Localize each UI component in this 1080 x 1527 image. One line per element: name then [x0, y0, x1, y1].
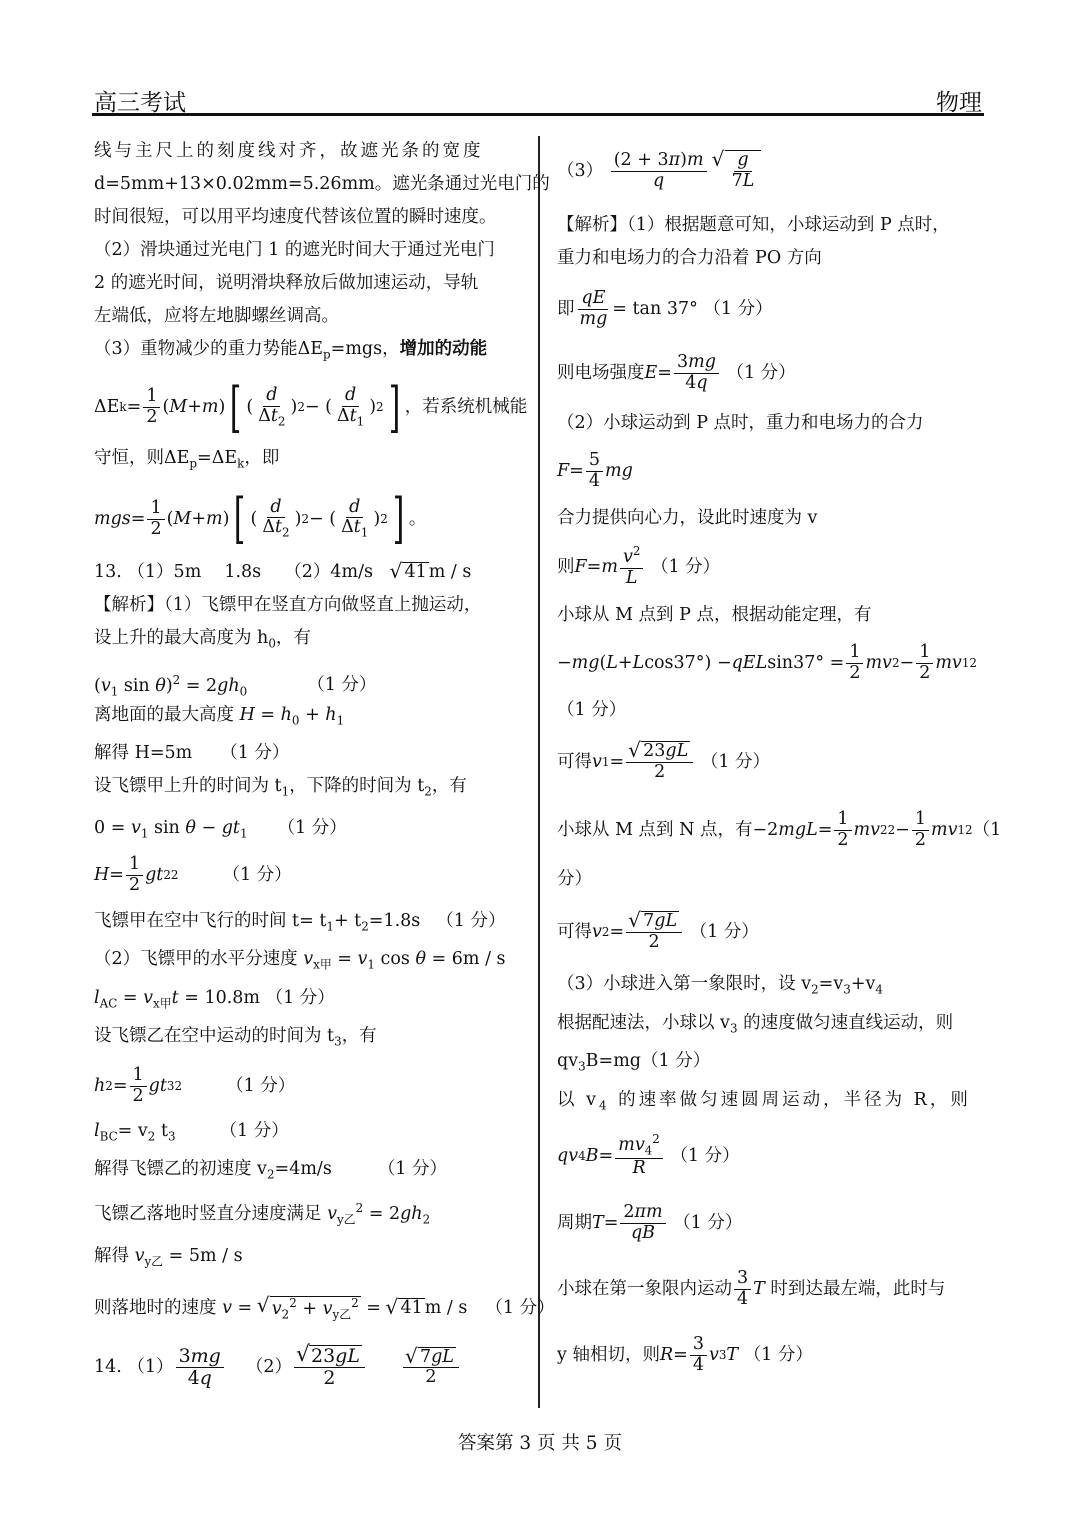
- text-line: 【解析】（1）根据题意可知，小球运动到 P 点时，: [557, 215, 950, 235]
- equation-line: F = $\frac{5}{4}$ mg: [557, 449, 633, 491]
- text-line: $l_{AC} = v_{x甲}t = 10.8m$ （1 分）: [94, 987, 335, 1010]
- question-14-answer: 14. （1） $\frac{3mg}{4q}$ （2） √ $\frac{23gL}{2}$ √ $\frac{7gL}{2}$: [94, 1338, 522, 1396]
- text-line: （2）滑块通过光电门 1 的遮光时间大于通过光电门: [94, 240, 495, 260]
- equation-line: H = $\frac{1}{2}$ gt 2 2 （1 分）: [94, 854, 292, 895]
- text-line: d=5mm+13×0.02mm=5.26mm。遮光条通过光电门的: [94, 174, 550, 194]
- left-column: [94, 135, 555, 1396]
- equation-line: 小球在第一象限内运动 $\frac{3}{4}$ T 时到达最左端，此时与: [557, 1267, 946, 1309]
- text-line: 设上升的最大高度为 $h_0$，有: [94, 628, 311, 651]
- question-13-answer: 13. （1）5m 1.8s （2）4m/s √ 41 m / s: [94, 556, 522, 589]
- text-line: 以 $v_4$ 的速率做匀速圆周运动，半径为 R，则: [557, 1089, 971, 1112]
- question-14-part3-answer: （3） $\frac{(2 + 3\pi)m}{q}$ √ $\frac{g}{7L}$: [557, 139, 987, 203]
- equation-line: 可得 v 1 = √ $\frac{23gL}{2}$ （1 分）: [557, 727, 987, 797]
- text-line: 分）: [557, 869, 592, 889]
- text-line: （3）重物减少的重力势能$\Delta E_p=mgs$，增加的动能: [94, 339, 488, 362]
- text-line: 小球从 M 点到 P 点，根据动能定理，有: [557, 605, 872, 625]
- text-line: 合力提供向心力，设此时速度为 v: [557, 508, 818, 528]
- text-line: 解得飞镖乙的初速度 $v_2=4m/s$ （1 分）: [94, 1159, 448, 1182]
- exam-title: 高三考试: [94, 90, 186, 116]
- text-line: 线与主尺上的刻度线对齐，故遮光条的宽度: [94, 141, 484, 161]
- text-line: 则落地时的速度 v = √ $v_2^2 + v_{y乙}^2$ = √ 41 m / s （1 分）: [94, 1288, 522, 1328]
- text-line: 设飞镖乙在空中运动的时间为 $t_3$，有: [94, 1026, 377, 1049]
- equation-line: 小球从 M 点到 N 点，有 −2 mgL = $\frac{1}{2}$ mv 2 2 − $\frac{1}{2}$ mv 1 2 （1: [557, 808, 1002, 850]
- score-line: （1 分）: [557, 700, 627, 720]
- page-footer: 答案第 3 页 共 5 页: [458, 1433, 622, 1454]
- equation-line: h 2 = $\frac{1}{2}$ gt 3 2 （1 分）: [94, 1065, 296, 1106]
- equation-line: 则 F = m $\frac{v^2}{L}$ （1 分）: [557, 544, 721, 588]
- text-line: 左端低，应将左地脚螺丝调高。: [94, 306, 339, 326]
- equation-line: $0 = v_1$ $\sin \theta - gt_1$ （1 分）: [94, 817, 347, 840]
- text-line: 解得 H=5m （1 分）: [94, 743, 290, 763]
- text-line: 重力和电场力的合力沿着 PO 方向: [557, 248, 822, 268]
- equation-line: 周期 T = $\frac{2\pi m}{qB}$ （1 分）: [557, 1201, 743, 1243]
- text-line: （3）小球进入第一象限时，设 $v_2=v_3+v_4$: [557, 974, 883, 997]
- equation-line: 则电场强度 E = $\frac{3mg}{4q}$ （1 分）: [557, 351, 796, 393]
- text-line: 离地面的最大高度 $H = h_0 + h_1$: [94, 704, 345, 727]
- text-line: 根据配速法，小球以 $v_3$ 的速度做匀速直线运动，则: [557, 1012, 954, 1035]
- column-divider: [538, 136, 540, 1408]
- kinetic-energy-equation: ΔE k = $\frac{1}{2}$ ( M + m ) [ ( $\frac{d}{\Delta t_2}$ ) 2 − ( $\frac{d}{\Delta t_1}$ ) 2 ] ，若系统机械能: [94, 375, 528, 439]
- text-line: 【解析】（1）飞镖甲在竖直方向做竖直上抛运动，: [94, 595, 482, 615]
- equation-line: − mg ( L + L cos37°) − qEL sin37° = $\frac{1}{2}$ mv 2 − $\frac{1}{2}$ mv 1 2: [557, 641, 977, 683]
- text-line: $qv_3B=mg(1$ 分）: [557, 1051, 711, 1074]
- text-line: 设飞镖甲上升的时间为 $t_1$，下降的时间为 $t_2$，有: [94, 776, 467, 799]
- header-rule: [92, 113, 984, 116]
- equation-line: qv 4 B = $\frac{mv_4^2}{R}$ （1 分）: [557, 1132, 740, 1179]
- page-header: [94, 78, 982, 114]
- text-line: 2 的遮光时间，说明滑块释放后做加速运动，导轨: [94, 273, 479, 293]
- text-line: 解得 $v_{y乙} = 5m / s$: [94, 1245, 243, 1269]
- equation-line: ($v_1$ $\sin \theta)^2 = 2gh_0$ （1 分）: [94, 672, 377, 698]
- subject-title: 物理: [936, 90, 982, 116]
- equation-line: y 轴相切，则 R = $\frac{3}{4}$ v 3 T （1 分）: [557, 1333, 813, 1375]
- energy-conservation-equation: mgs = $\frac{1}{2}$ ( M + m ) [ ( $\frac{d}{\Delta t_2}$ ) 2 − ( $\frac{d}{\Delta t_1}$ ) 2 ] 。: [94, 487, 427, 550]
- text-line: （2）飞镖甲的水平分速度 $v_{x甲} = v_1$ cos θ = 6m / s: [94, 949, 506, 972]
- text-line: 飞镖乙落地时竖直分速度满足 $v_{y乙}^2 = 2gh_2$: [94, 1200, 431, 1226]
- right-column: [557, 135, 1002, 1388]
- text-line: （2）小球运动到 P 点时，重力和电场力的合力: [557, 413, 924, 433]
- text-line: 时间很短，可以用平均速度代替该位置的瞬时速度。: [94, 207, 497, 227]
- text-line: 守恒，则$\Delta E_p=\Delta E_k$，即: [94, 447, 280, 470]
- text-line: $l_{BC}= v_2$ $t_3$ （1 分）: [94, 1120, 289, 1143]
- equation-line: 即 $\frac{qE}{mg}$ = tan 37° （1 分）: [557, 287, 773, 329]
- equation-line: 可得 v 2 = √ $\frac{7gL}{2}$ （1 分）: [557, 896, 987, 968]
- text-line: 飞镖甲在空中飞行的时间 $t= t_1+ t_2=1.8s$ （1 分）: [94, 910, 506, 933]
